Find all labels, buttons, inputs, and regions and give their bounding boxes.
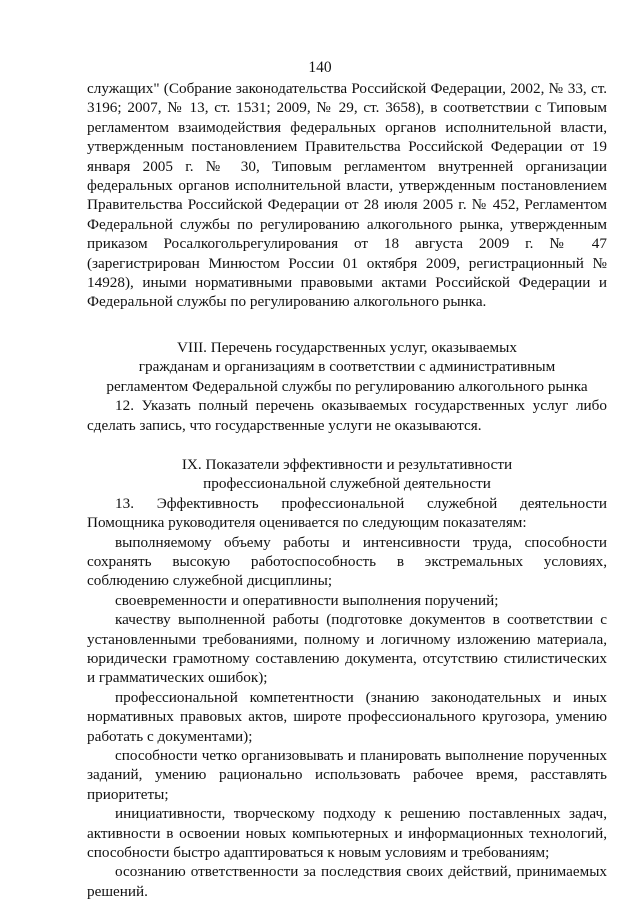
section-9-heading-line: профессиональной служебной деятельности — [203, 475, 491, 493]
indicator-item: выполняемому объему работы и интенсивности труда, способности сохранять высокую работоспособность в экстремальных условиях, соблюдению служебной дисциплины; — [87, 533, 607, 590]
paragraph-13: 13. Эффективность профессиональной служебной деятельности Помощника руководителя оценивается по следующим показателям: — [87, 494, 607, 532]
indicator-item: осознанию ответственности за последствия своих действий, принимаемых решений. — [87, 863, 607, 900]
indicator-item: инициативности, творческому подходу к решению поставленных задач, активности в освоении новых компьютерных и информационных технологий, способности быстро адаптироваться к новым условиям и требованиям; — [87, 805, 607, 862]
indicator-item: профессиональной компетентности (знанию законодательных и иных нормативных правовых актов, широте профессионального кругозора, умению работать с документами); — [87, 688, 607, 745]
section-8-heading-line: VIII. Перечень государственных услуг, оказываемых — [177, 338, 517, 356]
indicator-item: своевременности и оперативности выполнения поручений; — [115, 591, 499, 609]
section-9-heading — [87, 455, 607, 494]
indicator-item: способности четко организовывать и планировать выполнение порученных заданий, умению рационально использовать рабочее время, расставлять приоритеты; — [87, 747, 607, 803]
document-body — [87, 79, 607, 901]
section-8-heading-line: гражданам и организациям в соответствии с административным — [138, 358, 556, 376]
paragraph-12: 12. Указать полный перечень оказываемых государственных услуг либо сделать запись, что государственные услуги не оказываются. — [87, 397, 607, 434]
intro-paragraph: служащих" (Собрание законодательства Российской Федерации, 2002, № 33, ст. 3196; 2007, № 13, ст. 1531; 2009, № 29, ст. 3658), в соответствии с Типовым регламентом взаимодействия федеральных органов исполнительной власти, утвержденным постановлением Правительства Российской Федерации от 19 января 2005 г. № 30, Типовым регламентом внутренней организации федеральных органов исполнительной власти, утвержденным постановлением Правительства Российской Федерации от 28 июля 2005 г. № 452, Регламентом Федеральной службы по регулированию алкогольного рынка, утвержденным приказом Росалкогольрегулирования от 18 августа 2009 г. № 47 (зарегистрирован Минюстом России 01 октября 2009, регистрационный № 14928), иными нормативными правовыми актами Российской Федерации и Федеральной службы по регулированию алкогольного рынка. — [87, 80, 607, 311]
section-8-heading — [87, 338, 607, 396]
page-number: 140 — [308, 59, 332, 76]
section-9-heading-line: IX. Показатели эффективности и результативности — [181, 455, 513, 473]
section-8-heading-line: регламентом Федеральной службы по регулированию алкогольного рынка — [106, 377, 588, 395]
indicator-item: качеству выполненной работы (подготовке документов в соответствии с установленными требованиями, полному и логичному изложению материала, юридически грамотному составлению документа, отсутствию стилистических и грамматических ошибок); — [87, 611, 607, 687]
